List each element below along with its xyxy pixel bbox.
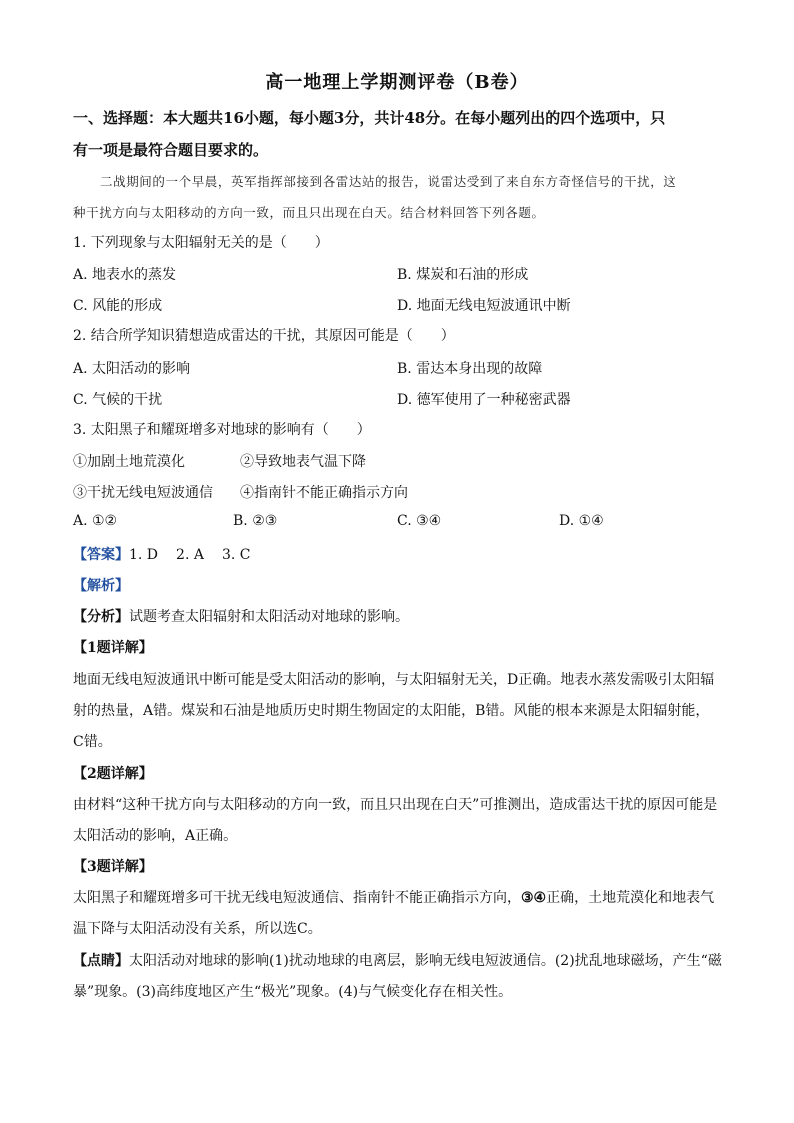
detail3-line1-a: 太阳黑子和耀斑增多可干扰无线电短波通信、指南针不能正确指示方向， — [73, 890, 521, 906]
answer-1: 1. D — [129, 547, 159, 563]
q3-option-c: C. ③④ — [397, 513, 442, 529]
q2-option-d: D. 德军使用了一种秘密武器 — [397, 392, 571, 408]
detail3-line1 — [73, 888, 724, 908]
detail2-label: 【2题详解】 — [73, 766, 153, 782]
q2-option-a: A. 太阳活动的影响 — [73, 361, 191, 377]
answer-3: 3. C — [221, 547, 251, 563]
analysis-label: 【解析】 — [73, 578, 129, 594]
dianjing-line2: 暴”现象。(3)高纬度地区产生“极光”现象。(4)与气候变化存在相关性。 — [73, 984, 513, 1000]
detail3-line1-b: ③④ — [521, 890, 547, 906]
q1-stem: 1. 下列现象与太阳辐射无关的是（ ） — [73, 235, 329, 251]
q3-option-a: A. ①② — [73, 513, 118, 529]
q1-option-d: D. 地面无线电短波通讯中断 — [397, 298, 571, 314]
q1-option-b: B. 煤炭和石油的形成 — [397, 267, 529, 283]
answer-label: 【答案】 — [73, 547, 129, 563]
q3-option-d: D. ①④ — [559, 513, 604, 529]
dianjing-label: 【点睛】 — [73, 953, 129, 969]
detail1-line1: 地面无线电短波通讯中断可能是受太阳活动的影响，与太阳辐射无关，D正确。地表水蒸发需吸引太阳辐 — [73, 672, 715, 688]
fenxi-row — [73, 607, 724, 627]
detail1-line2: 射的热量，A错。煤炭和石油是地质历史时期生物固定的太阳能，B错。风能的根本来源是太阳辐射能， — [73, 703, 710, 719]
q3-stem: 3. 太阳黑子和耀斑增多对地球的影响有（ ） — [73, 422, 371, 438]
material-line2: 种干扰方向与太阳移动的方向一致，而且只出现在白天。结合材料回答下列各题。 — [73, 205, 545, 220]
section-header-line2: 有一项是最符合题目要求的。 — [73, 141, 269, 159]
q3-statement-2: ②导致地表气温下降 — [240, 454, 366, 470]
material-line1: 二战期间的一个早晨，英军指挥部接到各雷达站的报告，说雷达受到了来自东方奇怪信号的干扰，这 — [100, 174, 677, 189]
q1-option-c: C. 风能的形成 — [73, 298, 163, 314]
section-header-line1: 一、选择题：本大题共16小题，每小题3分，共计48分。在每小题列出的四个选项中，只 — [73, 109, 666, 127]
q3-statement-4: ④指南针不能正确指示方向 — [240, 485, 408, 501]
answer-row — [73, 545, 724, 565]
q1-option-a: A. 地表水的蒸发 — [73, 267, 177, 283]
q3-option-b: B. ②③ — [233, 513, 278, 529]
dianjing-line1: 太阳活动对地球的影响(1)扰动地球的电离层，影响无线电短波通信。(2)扰乱地球磁场，产生“磁 — [129, 953, 722, 969]
detail1-label: 【1题详解】 — [73, 640, 153, 656]
q2-stem: 2. 结合所学知识猜想造成雷达的干扰，其原因可能是（ ） — [73, 328, 455, 344]
fenxi-label: 【分析】 — [73, 609, 129, 625]
detail2-line2: 太阳活动的影响，A正确。 — [73, 828, 238, 844]
detail3-label: 【3题详解】 — [73, 859, 153, 875]
answer-2: 2. A — [176, 547, 204, 563]
dianjing-row — [73, 951, 724, 971]
detail3-line2: 温下降与太阳活动没有关系，所以选C。 — [73, 921, 322, 937]
page-title: 高一地理上学期测评卷（B卷） — [265, 72, 529, 93]
q3-statement-1: ①加剧土地荒漠化 — [73, 454, 185, 470]
q2-option-c: C. 气候的干扰 — [73, 392, 163, 408]
fenxi-text: 试题考查太阳辐射和太阳活动对地球的影响。 — [129, 609, 409, 625]
q2-option-b: B. 雷达本身出现的故障 — [397, 361, 543, 377]
detail3-line1-c: 正确，土地荒漠化和地表气 — [546, 890, 715, 906]
detail2-line1: 由材料“这种干扰方向与太阳移动的方向一致，而且只出现在白天”可推测出，造成雷达干扰的原因可能是 — [73, 797, 718, 813]
q3-statement-3: ③干扰无线电短波通信 — [73, 485, 213, 501]
detail1-line3: C错。 — [73, 734, 112, 750]
